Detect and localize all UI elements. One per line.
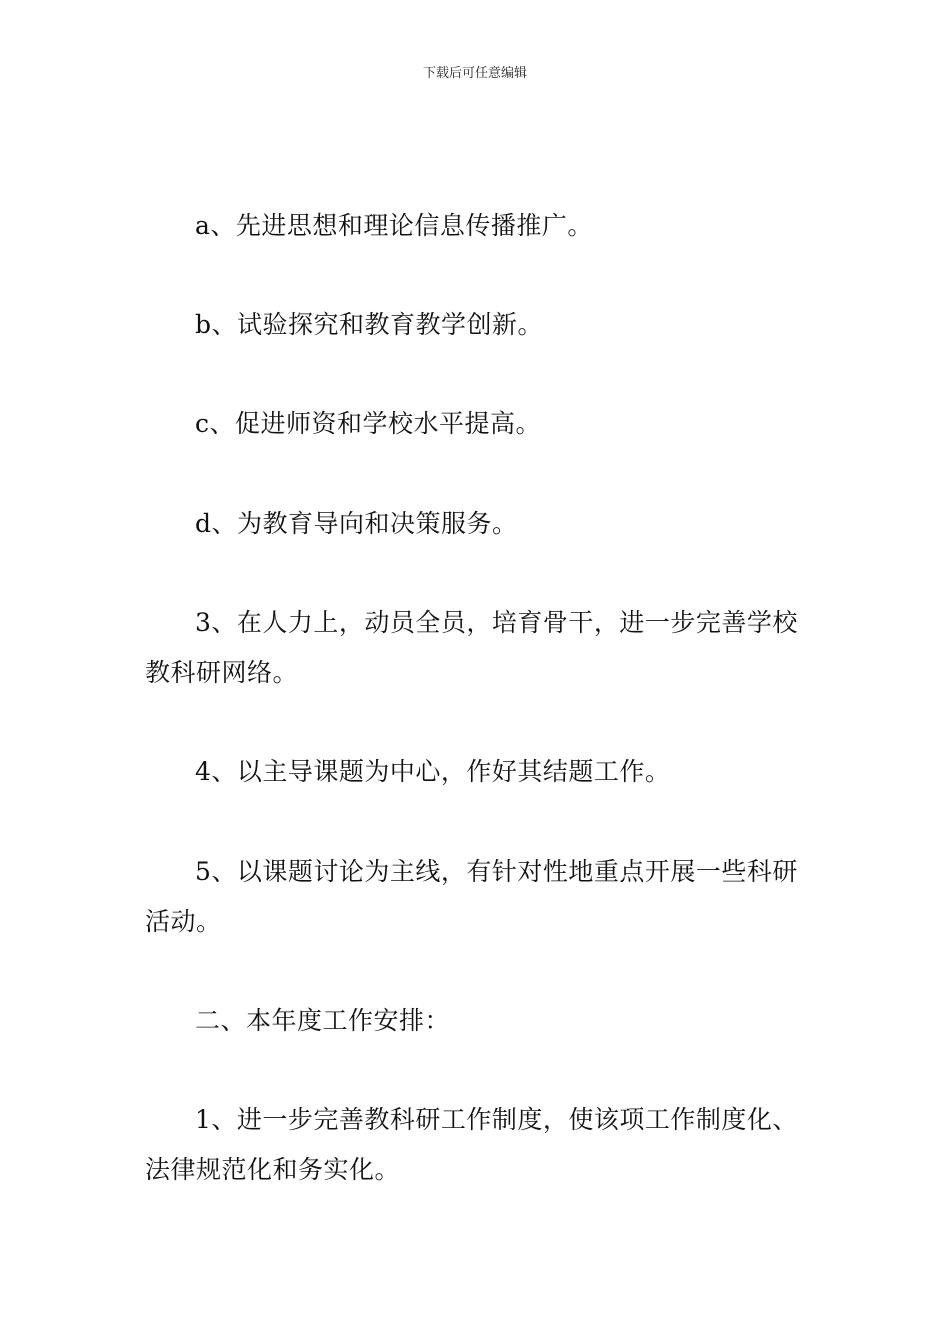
- paragraph-item-c: c、促进师资和学校水平提高。: [195, 409, 542, 438]
- paragraph-item-1: 1、进一步完善教科研工作制度，使该项工作制度化、法律规范化和务实化。: [145, 1105, 798, 1184]
- paragraph-item-a: a、先进思想和理论信息传播推广。: [195, 211, 593, 240]
- paragraph-item-5: 5、以课题讨论为主线，有针对性地重点开展一些科研活动。: [145, 857, 798, 936]
- paragraph-item-b: b、试验探究和教育教学创新。: [195, 310, 544, 339]
- paragraph-item-4: 4、以主导课题为中心，作好其结题工作。: [195, 757, 671, 786]
- paragraph-item-d: d、为教育导向和决策服务。: [195, 509, 518, 538]
- paragraph-item-3: 3、在人力上，动员全员，培育骨干，进一步完善学校教科研网络。: [145, 608, 798, 687]
- section-heading: 二、本年度工作安排：: [195, 1006, 451, 1035]
- header-note: 下载后可任意编辑: [422, 66, 527, 81]
